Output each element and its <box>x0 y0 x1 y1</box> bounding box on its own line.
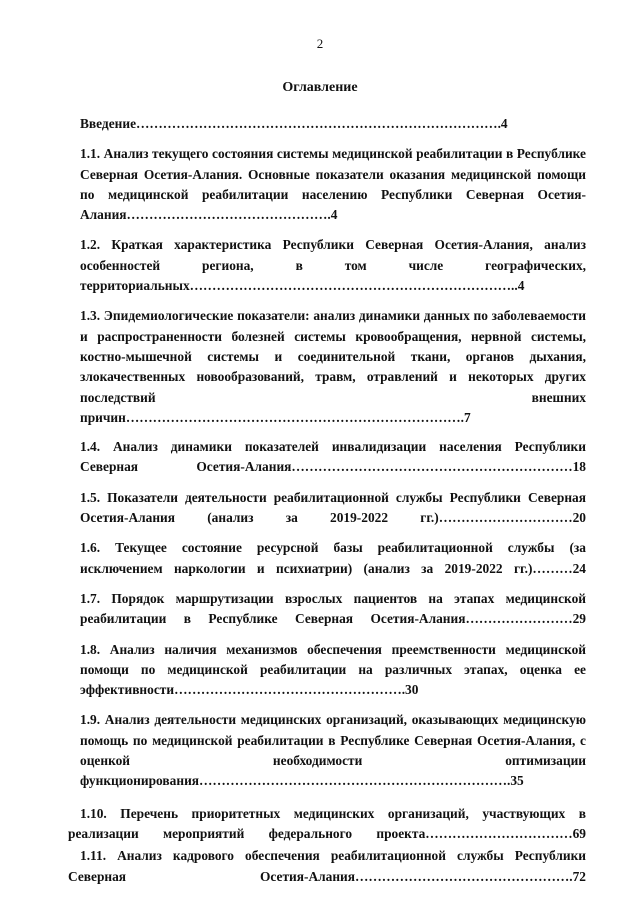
toc-entry-1-2[interactable]: 1.2. Краткая характеристика Республики Северная Осетия-Алания, анализ особенностей региона, в том числе географических, территориальных………………………………………………………………..4 <box>80 237 586 294</box>
page-number: 2 <box>316 36 324 51</box>
toc-entry-1-6[interactable]: 1.6. Текущее состояние ресурсной базы реабилитационной службы (за исключением наркологии и психиатрии) (анализ за 2019-2022 гг.)………24 <box>80 540 586 576</box>
toc-entry-introduction[interactable]: Введение……………………………………………………………………….4 <box>80 116 508 131</box>
page-title: Оглавление <box>282 80 358 95</box>
toc-entry-1-10[interactable]: 1.10. Перечень приоритетных медицинских организаций, участвующих в реализации мероприятий федерального проекта……………………………69 <box>68 805 586 841</box>
toc-entry-1-4[interactable]: 1.4. Анализ динамики показателей инвалидизации населения Республики Северная Осетия-Алания………………………………………………………18 <box>80 439 586 475</box>
toc-entry-1-1[interactable]: 1.1. Анализ текущего состояния системы медицинской реабилитации в Республике Северная Осетия-Алания. Основные показатели оказания медицинской помощи по медицинской реабилитации населению Республики Северная Осетия-Алания……………………………………….4 <box>80 146 586 223</box>
toc-entry-1-8[interactable]: 1.8. Анализ наличия механизмов обеспечения преемственности медицинской помощи по медицинской реабилитации на различных этапах, оценка ее эффективности…………………………………………….30 <box>80 641 586 698</box>
toc-entry-1-3[interactable]: 1.3. Эпидемиологические показатели: анализ динамики данных по заболеваемости и распространенности болезней системы кровообращения, нервной системы, костно-мышечной системы и соединительной ткани, органов дыхания, злокачественных новообразований, травм, отравлений и некоторых других последствий внешних причин………………………………………………………………….7 <box>80 308 586 425</box>
toc-entry-1-5[interactable]: 1.5. Показатели деятельности реабилитационной службы Республики Северная Осетия-Алания (анализ за 2019-2022 гг.)…………………………20 <box>80 489 586 526</box>
toc-entry-1-7[interactable]: 1.7. Порядок маршрутизации взрослых пациентов на этапах медицинской реабилитации в Республике Северная Осетия-Алания……………………29 <box>80 590 586 627</box>
table-of-contents <box>68 114 586 887</box>
toc-entry-1-9[interactable]: 1.9. Анализ деятельности медицинских организаций, оказывающих медицинскую помощь по медицинской реабилитации в Республике Северная Осетия-Алания, с оценкой необходимости оптимизации функционирования…………………………………………………………….35 <box>80 712 586 789</box>
toc-entry-1-11[interactable]: 1.11. Анализ кадрового обеспечения реабилитационной службы Республики Северная Осетия-Алания………………………………………….72 <box>68 848 586 884</box>
